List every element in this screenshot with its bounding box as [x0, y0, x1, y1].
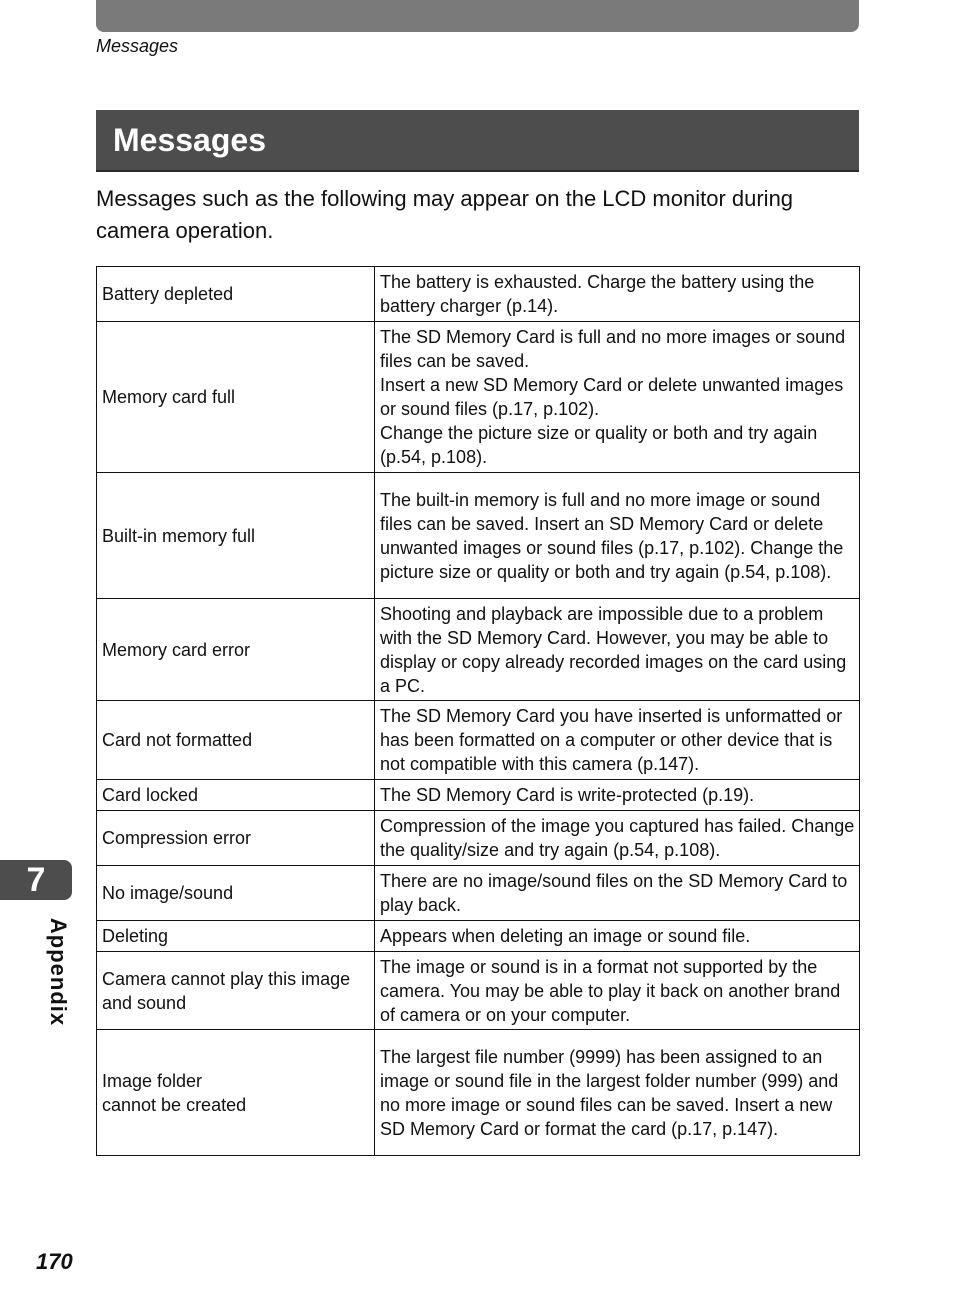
table-row [97, 811, 860, 866]
message-cell: Memory card error [97, 599, 375, 701]
message-cell: Battery depleted [97, 267, 375, 322]
messages-table [96, 266, 860, 1156]
table-row [97, 473, 860, 599]
description-cell: The image or sound is in a format not supported by the camera. You may be able to play it back on another brand of camera or on your computer. [375, 952, 860, 1030]
table-row [97, 1030, 860, 1156]
table-row [97, 701, 860, 780]
page-number: 170 [36, 1249, 73, 1274]
message-cell: Compression error [97, 811, 375, 866]
table-row [97, 267, 860, 322]
description-cell: The built-in memory is full and no more image or sound files can be saved. Insert an SD Memory Card or delete unwanted images or sound files (p.17, p.102). Change the picture size or quality or both and try again (p.54, p.108). [375, 473, 860, 599]
table-row [97, 866, 860, 921]
table-row [97, 921, 860, 952]
description-cell: The largest file number (9999) has been assigned to an image or sound file in the largest folder number (999) and no more image or sound files can be saved. Insert a new SD Memory Card or format the card (p.17, p.147). [375, 1030, 860, 1156]
description-cell: Shooting and playback are impossible due to a problem with the SD Memory Card. However, you may be able to display or copy already recorded images on the card using a PC. [375, 599, 860, 701]
message-cell: Built-in memory full [97, 473, 375, 599]
table-row [97, 599, 860, 701]
description-cell: Appears when deleting an image or sound file. [375, 921, 860, 952]
intro-text: Messages such as the following may appear on the LCD monitor during camera operation. [96, 186, 794, 243]
running-header: Messages [96, 36, 179, 56]
chapter-number: 7 [26, 861, 46, 899]
description-cell: There are no image/sound files on the SD Memory Card to play back. [375, 866, 860, 921]
message-cell: Card not formatted [97, 701, 375, 780]
header-bar [96, 0, 859, 32]
message-cell: Memory card full [97, 322, 375, 473]
message-cell: No image/sound [97, 866, 375, 921]
message-cell: Image folder cannot be created [97, 1030, 375, 1156]
table-row [97, 952, 860, 1030]
section-title: Messages [113, 122, 266, 158]
description-cell: Compression of the image you captured has failed. Change the quality/size and try again (p.54, p.108). [375, 811, 860, 866]
table-row [97, 780, 860, 811]
message-cell: Card locked [97, 780, 375, 811]
section-title-bar [96, 110, 859, 172]
message-cell: Camera cannot play this image and sound [97, 952, 375, 1030]
description-cell: The SD Memory Card is full and no more images or sound files can be saved. Insert a new SD Memory Card or delete unwanted images or sound files (p.17, p.102). Change the picture size or quality or both and try again (p.54, p.108). [375, 322, 860, 473]
description-cell: The SD Memory Card is write-protected (p.19). [375, 780, 860, 811]
message-cell: Deleting [97, 921, 375, 952]
table-row [97, 322, 860, 473]
description-cell: The SD Memory Card you have inserted is unformatted or has been formatted on a computer or other device that is not compatible with this camera (p.147). [375, 701, 860, 780]
description-cell: The battery is exhausted. Charge the battery using the battery charger (p.14). [375, 267, 860, 322]
chapter-label: Appendix [46, 917, 71, 1027]
